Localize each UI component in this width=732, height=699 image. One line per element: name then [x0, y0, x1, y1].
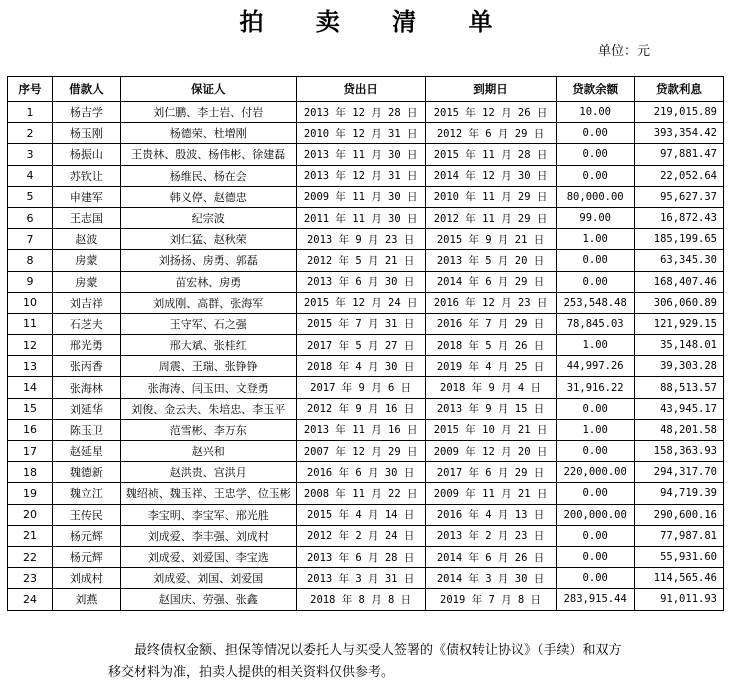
cell-guarantor: 刘成爱、李丰强、刘成村: [120, 525, 296, 546]
footnote: [108, 640, 688, 684]
cell-loan-date: 2008 年 11 月 22 日: [296, 483, 425, 504]
cell-borrower: 邢光勇: [53, 335, 121, 356]
cell-index: 6: [8, 207, 53, 228]
cell-borrower: 魏立江: [53, 483, 121, 504]
cell-guarantor: 刘扬扬、房勇、郭磊: [120, 250, 296, 271]
cell-index: 13: [8, 356, 53, 377]
cell-index: 19: [8, 483, 53, 504]
cell-guarantor: 张海涛、闫玉田、文登勇: [120, 377, 296, 398]
cell-borrower: 赵波: [53, 229, 121, 250]
cell-interest: 55,931.60: [634, 546, 723, 567]
table-row: [8, 144, 724, 165]
cell-interest: 22,052.64: [634, 165, 723, 186]
cell-loan-date: 2013 年 11 月 30 日: [296, 144, 425, 165]
cell-interest: 393,354.42: [634, 123, 723, 144]
cell-interest: 35,148.01: [634, 335, 723, 356]
cell-index: 17: [8, 441, 53, 462]
cell-due-date: 2016 年 12 月 23 日: [425, 292, 556, 313]
cell-index: 11: [8, 313, 53, 334]
cell-loan-date: 2013 年 6 月 30 日: [296, 271, 425, 292]
cell-balance: 1.00: [556, 335, 634, 356]
table-row: [8, 207, 724, 228]
unit-label: 单位：元: [598, 44, 651, 59]
cell-interest: 158,363.93: [634, 441, 723, 462]
table-row: [8, 589, 724, 610]
cell-loan-date: 2013 年 9 月 23 日: [296, 229, 425, 250]
cell-index: 23: [8, 568, 53, 589]
cell-index: 5: [8, 186, 53, 207]
cell-borrower: 杨振山: [53, 144, 121, 165]
cell-borrower: 杨元辉: [53, 525, 121, 546]
cell-balance: 253,548.48: [556, 292, 634, 313]
cell-due-date: 2014 年 12 月 30 日: [425, 165, 556, 186]
cell-loan-date: 2009 年 11 月 30 日: [296, 186, 425, 207]
cell-loan-date: 2012 年 2 月 24 日: [296, 525, 425, 546]
cell-interest: 39,303.28: [634, 356, 723, 377]
header-guarantor: 保证人: [120, 77, 296, 102]
cell-index: 9: [8, 271, 53, 292]
cell-balance: 0.00: [556, 525, 634, 546]
cell-interest: 121,929.15: [634, 313, 723, 334]
cell-index: 24: [8, 589, 53, 610]
cell-borrower: 房蒙: [53, 271, 121, 292]
cell-guarantor: 魏绍祯、魏玉祥、王忠学、位玉彬: [120, 483, 296, 504]
header-loan-date: 贷出日: [296, 77, 425, 102]
table-row: [8, 271, 724, 292]
cell-interest: 16,872.43: [634, 207, 723, 228]
cell-guarantor: 邢大斌、张桂红: [120, 335, 296, 356]
cell-guarantor: 刘成刚、高群、张海军: [120, 292, 296, 313]
cell-due-date: 2010 年 11 月 29 日: [425, 186, 556, 207]
cell-balance: 78,845.03: [556, 313, 634, 334]
table-header-row: [8, 77, 724, 102]
cell-interest: 219,015.89: [634, 102, 723, 123]
cell-guarantor: 刘仁鹏、李士岩、付岩: [120, 102, 296, 123]
cell-interest: 63,345.30: [634, 250, 723, 271]
cell-index: 16: [8, 419, 53, 440]
table-row: [8, 123, 724, 144]
cell-balance: 0.00: [556, 123, 634, 144]
cell-loan-date: 2013 年 12 月 28 日: [296, 102, 425, 123]
cell-due-date: 2018 年 9 月 4 日: [425, 377, 556, 398]
cell-due-date: 2019 年 4 月 25 日: [425, 356, 556, 377]
cell-balance: 80,000.00: [556, 186, 634, 207]
cell-due-date: 2017 年 6 月 29 日: [425, 462, 556, 483]
cell-loan-date: 2018 年 4 月 30 日: [296, 356, 425, 377]
cell-balance: 0.00: [556, 546, 634, 567]
cell-index: 10: [8, 292, 53, 313]
cell-due-date: 2013 年 5 月 20 日: [425, 250, 556, 271]
cell-index: 18: [8, 462, 53, 483]
cell-due-date: 2009 年 11 月 21 日: [425, 483, 556, 504]
cell-borrower: 申建军: [53, 186, 121, 207]
header-borrower: 借款人: [53, 77, 121, 102]
cell-due-date: 2014 年 3 月 30 日: [425, 568, 556, 589]
cell-loan-date: 2015 年 12 月 24 日: [296, 292, 425, 313]
table-row: [8, 568, 724, 589]
cell-borrower: 苏钦让: [53, 165, 121, 186]
cell-due-date: 2018 年 5 月 26 日: [425, 335, 556, 356]
table-row: [8, 313, 724, 334]
cell-borrower: 张海林: [53, 377, 121, 398]
cell-index: 20: [8, 504, 53, 525]
cell-index: 3: [8, 144, 53, 165]
cell-due-date: 2012 年 6 月 29 日: [425, 123, 556, 144]
cell-due-date: 2019 年 7 月 8 日: [425, 589, 556, 610]
cell-interest: 94,719.39: [634, 483, 723, 504]
cell-balance: 0.00: [556, 483, 634, 504]
cell-borrower: 杨元辉: [53, 546, 121, 567]
table-row: [8, 292, 724, 313]
cell-guarantor: 赵国庆、劳强、张鑫: [120, 589, 296, 610]
table-row: [8, 165, 724, 186]
cell-loan-date: 2013 年 11 月 16 日: [296, 419, 425, 440]
cell-balance: 44,997.26: [556, 356, 634, 377]
cell-due-date: 2013 年 9 月 15 日: [425, 398, 556, 419]
cell-balance: 0.00: [556, 165, 634, 186]
cell-interest: 114,565.46: [634, 568, 723, 589]
cell-due-date: 2013 年 2 月 23 日: [425, 525, 556, 546]
cell-guarantor: 李宝明、李宝军、邢光胜: [120, 504, 296, 525]
table-row: [8, 356, 724, 377]
cell-borrower: 张丙香: [53, 356, 121, 377]
cell-interest: 168,407.46: [634, 271, 723, 292]
cell-loan-date: 2017 年 9 月 6 日: [296, 377, 425, 398]
cell-index: 8: [8, 250, 53, 271]
cell-due-date: 2014 年 6 月 26 日: [425, 546, 556, 567]
cell-balance: 283,915.44: [556, 589, 634, 610]
cell-loan-date: 2017 年 5 月 27 日: [296, 335, 425, 356]
cell-due-date: 2015 年 11 月 28 日: [425, 144, 556, 165]
cell-interest: 91,011.93: [634, 589, 723, 610]
table-row: [8, 335, 724, 356]
cell-balance: 220,000.00: [556, 462, 634, 483]
cell-index: 1: [8, 102, 53, 123]
cell-loan-date: 2018 年 8 月 8 日: [296, 589, 425, 610]
table-row: [8, 504, 724, 525]
cell-index: 2: [8, 123, 53, 144]
cell-index: 14: [8, 377, 53, 398]
cell-loan-date: 2011 年 11 月 30 日: [296, 207, 425, 228]
cell-guarantor: 王贵林、殷波、杨伟彬、徐建磊: [120, 144, 296, 165]
cell-guarantor: 刘仁猛、赵秋荣: [120, 229, 296, 250]
cell-borrower: 刘吉祥: [53, 292, 121, 313]
table-row: [8, 377, 724, 398]
cell-due-date: 2015 年 9 月 21 日: [425, 229, 556, 250]
header-due-date: 到期日: [425, 77, 556, 102]
cell-interest: 185,199.65: [634, 229, 723, 250]
cell-guarantor: 苗宏林、房勇: [120, 271, 296, 292]
cell-guarantor: 赵兴和: [120, 441, 296, 462]
cell-guarantor: 韩义停、赵德忠: [120, 186, 296, 207]
table-row: [8, 441, 724, 462]
cell-due-date: 2015 年 10 月 21 日: [425, 419, 556, 440]
cell-due-date: 2016 年 7 月 29 日: [425, 313, 556, 334]
cell-due-date: 2016 年 4 月 13 日: [425, 504, 556, 525]
cell-due-date: 2015 年 12 月 26 日: [425, 102, 556, 123]
table-row: [8, 186, 724, 207]
cell-borrower: 王传民: [53, 504, 121, 525]
cell-guarantor: 杨维民、杨在会: [120, 165, 296, 186]
footnote-line-2: 移交材料为准，拍卖人提供的相关资料仅供参考。: [108, 665, 395, 680]
cell-borrower: 刘成村: [53, 568, 121, 589]
cell-borrower: 房蒙: [53, 250, 121, 271]
header-balance: 贷款余额: [556, 77, 634, 102]
cell-interest: 43,945.17: [634, 398, 723, 419]
cell-balance: 0.00: [556, 441, 634, 462]
cell-loan-date: 2015 年 7 月 31 日: [296, 313, 425, 334]
table-row: [8, 525, 724, 546]
cell-guarantor: 刘成爱、刘国、刘爱国: [120, 568, 296, 589]
cell-balance: 0.00: [556, 271, 634, 292]
cell-interest: 306,060.89: [634, 292, 723, 313]
cell-balance: 0.00: [556, 144, 634, 165]
table-row: [8, 462, 724, 483]
cell-balance: 1.00: [556, 229, 634, 250]
cell-interest: 48,201.58: [634, 419, 723, 440]
cell-balance: 1.00: [556, 419, 634, 440]
cell-loan-date: 2013 年 3 月 31 日: [296, 568, 425, 589]
cell-borrower: 刘延华: [53, 398, 121, 419]
cell-borrower: 陈玉卫: [53, 419, 121, 440]
cell-interest: 97,881.47: [634, 144, 723, 165]
cell-balance: 0.00: [556, 568, 634, 589]
cell-due-date: 2009 年 12 月 20 日: [425, 441, 556, 462]
cell-loan-date: 2010 年 12 月 31 日: [296, 123, 425, 144]
cell-loan-date: 2013 年 12 月 31 日: [296, 165, 425, 186]
auction-table: [7, 76, 724, 611]
footnote-line-1: 最终债权金额、担保等情况以委托人与买受人签署的《债权转让协议》（手续）和双方: [134, 643, 622, 658]
cell-guarantor: 刘俊、金云夫、朱培忠、李玉平: [120, 398, 296, 419]
cell-loan-date: 2012 年 5 月 21 日: [296, 250, 425, 271]
cell-loan-date: 2015 年 4 月 14 日: [296, 504, 425, 525]
cell-index: 21: [8, 525, 53, 546]
cell-interest: 77,987.81: [634, 525, 723, 546]
cell-borrower: 杨玉刚: [53, 123, 121, 144]
cell-borrower: 赵延星: [53, 441, 121, 462]
cell-guarantor: 赵洪贵、宫洪月: [120, 462, 296, 483]
cell-due-date: 2014 年 6 月 29 日: [425, 271, 556, 292]
cell-guarantor: 杨德荣、杜增刚: [120, 123, 296, 144]
cell-interest: 290,600.16: [634, 504, 723, 525]
cell-interest: 95,627.37: [634, 186, 723, 207]
table-row: [8, 483, 724, 504]
cell-borrower: 杨吉学: [53, 102, 121, 123]
cell-index: 7: [8, 229, 53, 250]
cell-balance: 10.00: [556, 102, 634, 123]
cell-index: 4: [8, 165, 53, 186]
table-row: [8, 229, 724, 250]
cell-balance: 200,000.00: [556, 504, 634, 525]
cell-balance: 0.00: [556, 398, 634, 419]
table-row: [8, 419, 724, 440]
cell-index: 22: [8, 546, 53, 567]
cell-loan-date: 2013 年 6 月 28 日: [296, 546, 425, 567]
cell-balance: 99.00: [556, 207, 634, 228]
cell-guarantor: 范雪彬、李万东: [120, 419, 296, 440]
cell-balance: 0.00: [556, 250, 634, 271]
header-index: 序号: [8, 77, 53, 102]
table-row: [8, 102, 724, 123]
cell-due-date: 2012 年 11 月 29 日: [425, 207, 556, 228]
cell-borrower: 石芝夫: [53, 313, 121, 334]
cell-loan-date: 2016 年 6 月 30 日: [296, 462, 425, 483]
page-title: 拍 卖 清 单: [239, 7, 515, 36]
table-row: [8, 250, 724, 271]
table-row: [8, 546, 724, 567]
cell-borrower: 魏德新: [53, 462, 121, 483]
cell-index: 15: [8, 398, 53, 419]
cell-guarantor: 王守军、石之强: [120, 313, 296, 334]
header-interest: 贷款利息: [634, 77, 723, 102]
table-row: [8, 398, 724, 419]
cell-index: 12: [8, 335, 53, 356]
cell-guarantor: 纪宗波: [120, 207, 296, 228]
cell-borrower: 王志国: [53, 207, 121, 228]
cell-loan-date: 2012 年 9 月 16 日: [296, 398, 425, 419]
cell-borrower: 刘燕: [53, 589, 121, 610]
cell-guarantor: 刘成爱、刘爱国、李宝选: [120, 546, 296, 567]
cell-balance: 31,916.22: [556, 377, 634, 398]
cell-loan-date: 2007 年 12 月 29 日: [296, 441, 425, 462]
cell-interest: 294,317.70: [634, 462, 723, 483]
cell-guarantor: 周震、王瑞、张铮铮: [120, 356, 296, 377]
cell-interest: 88,513.57: [634, 377, 723, 398]
